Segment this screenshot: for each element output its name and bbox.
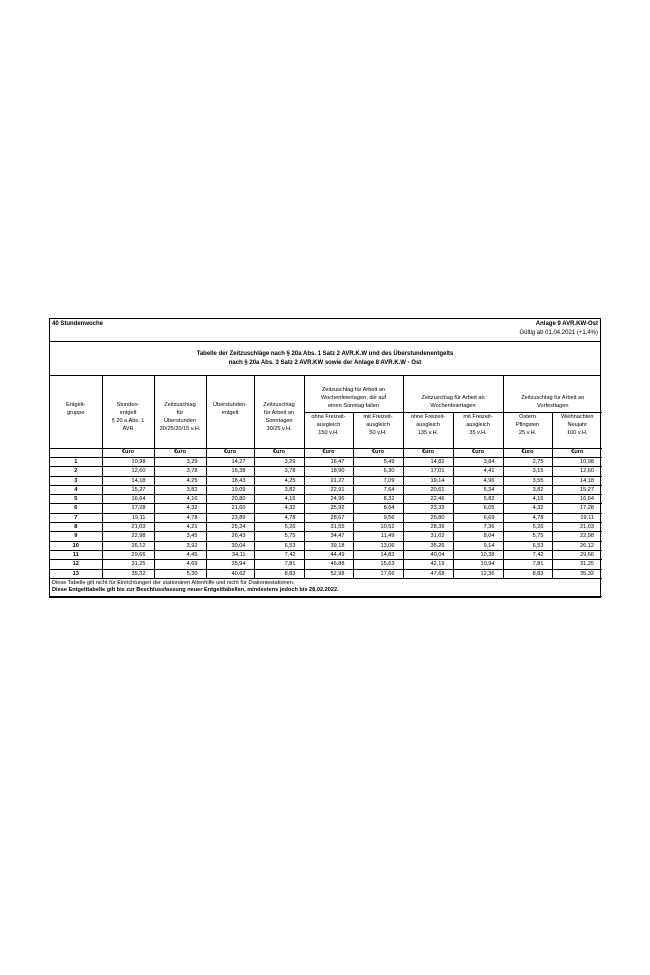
value-cell: 5,30 [154,569,206,578]
value-cell: 3,78 [154,467,206,476]
value-cell: 7,42 [254,550,304,559]
col-group-wochenfeiertag [403,376,503,413]
header-text-line: entgelt [221,409,239,416]
value-cell: 15,63 [353,560,403,569]
header-text-line: ausgleich [416,421,440,428]
value-cell: 22,98 [102,532,154,541]
header-text-line: Entgelt- [66,402,86,408]
col-subheader [552,413,602,449]
value-cell: 31,25 [102,560,154,569]
header-text-line: ausgleich [366,421,390,428]
entgeltgruppe-cell: 9 [50,532,102,541]
col-group-wochenfeiertag-sonntag [304,376,403,413]
col-header-zuschlag-ueberstunden [154,376,206,449]
value-cell: 52,98 [304,569,353,578]
value-cell: 30,04 [206,541,254,550]
header-text-line: Zeitzuschlag für Arbeit an [321,387,386,394]
header-text-line: Vorfesttagen [537,403,569,410]
value-cell: 2,75 [503,458,552,467]
value-cell: 40,62 [206,569,254,578]
header-text-line: Zeitzuschlag für Arbeit an [421,395,485,402]
value-cell: 28,67 [304,513,353,522]
value-cell: 5,75 [254,532,304,541]
value-cell: 35,94 [206,560,254,569]
value-cell: 3,29 [154,458,206,467]
value-cell: 26,12 [552,541,602,550]
header-text-line: 100 v.H. [567,429,588,436]
col-subheader [403,413,453,449]
col-header-stundenentgelt [102,376,154,449]
value-cell: 10,38 [453,550,503,559]
value-cell: 6,69 [453,513,503,522]
value-cell: 4,16 [503,495,552,504]
unit-cell: €uro [102,449,154,458]
header-text-line: mit Freizeit- [463,414,493,420]
value-cell: 34,11 [206,550,254,559]
value-cell: 17,66 [353,569,403,578]
table-row [50,569,602,578]
table-title-line: nach § 20a Abs. 3 Satz 2 AVR.KW sowie der Anlage 8 AVR.K.W - Ost [228,360,422,366]
value-cell: 10,94 [453,560,503,569]
table-row [50,513,602,522]
header-text-line: § 20 a Abs. 1 [111,417,145,424]
value-cell: 47,68 [403,569,453,578]
value-cell: 44,49 [304,550,353,559]
footer-cell [50,578,602,596]
table-row [50,458,602,467]
value-cell: 14,18 [102,476,154,485]
header-text-line: 25 v.H. [518,429,537,436]
entgeltgruppe-cell: 1 [50,458,102,467]
header-text-line: ausgleich [316,421,341,428]
value-cell: 25,80 [403,513,453,522]
value-cell: 22,91 [304,485,353,494]
header-text-line: für [176,409,184,416]
value-cell: 4,25 [254,476,304,485]
table-row [50,532,602,541]
value-cell: 31,55 [304,523,353,532]
table-row [50,476,602,485]
value-cell: 35,26 [403,541,453,550]
annex-label: Anlage 9 AVR.KW-Ost [535,321,598,327]
value-cell: 29,66 [552,550,602,559]
data-rows [50,458,602,579]
value-cell: 22,98 [552,532,602,541]
value-cell: 26,12 [102,541,154,550]
header-text-line: gruppe [67,409,85,416]
unit-cell: €uro [304,449,353,458]
value-cell: 31,02 [403,532,453,541]
entgeltgruppe-cell: 4 [50,485,102,494]
table-row [50,485,602,494]
header-text-line: 50 v.H. [369,429,387,436]
header-text-line: ohne Freizeit- [311,414,346,420]
value-cell: 5,82 [453,495,503,504]
value-cell: 7,36 [453,523,503,532]
value-cell: 5,26 [254,523,304,532]
header-text-line: Ostern [519,414,536,420]
entgeltgruppe-cell: 8 [50,523,102,532]
value-cell: 14,27 [206,458,254,467]
value-cell: 29,66 [102,550,154,559]
value-cell: 4,32 [254,504,304,513]
value-cell: 3,92 [154,541,206,550]
value-cell: 25,24 [206,523,254,532]
value-cell: 21,60 [206,504,254,513]
value-cell: 12,36 [453,569,503,578]
table-row [50,560,602,569]
col-subheader [353,413,403,449]
header-text-line: 35 v.H. [469,429,487,436]
header-text-line: Zeitzuschlag [164,402,196,408]
value-cell: 17,28 [552,504,602,513]
table-row [50,504,602,513]
value-cell: 3,45 [154,532,206,541]
header-text-line: Überstunden [163,417,197,424]
value-cell: 26,43 [206,532,254,541]
header-text-line: Stunden- [116,402,140,408]
value-cell: 4,45 [154,550,206,559]
value-cell: 4,78 [154,513,206,522]
header-text-line: ohne Freizeit- [410,414,446,420]
value-cell: 10,98 [102,458,154,467]
header-text-line: mit Freizeit- [363,414,393,420]
header-text-line: Wochenfeiertagen [430,403,476,410]
unit-row [50,449,602,458]
footer-row [50,578,602,596]
table-row [50,541,602,550]
table-row [50,467,602,476]
entgeltgruppe-cell: 12 [50,560,102,569]
value-cell: 4,16 [154,495,206,504]
value-cell: 14,82 [403,458,453,467]
value-cell: 4,41 [453,467,503,476]
value-cell: 46,88 [304,560,353,569]
value-cell: 20,61 [403,485,453,494]
entgeltgruppe-cell: 10 [50,541,102,550]
entgeltgruppe-cell: 2 [50,467,102,476]
header-text-line: Zeitzuschlag für Arbeit an [521,395,585,402]
value-cell: 7,81 [503,560,552,569]
value-cell: 20,80 [206,495,254,504]
value-cell: 21,27 [304,476,353,485]
value-cell: 17,28 [102,504,154,513]
footer-note: Diese Tabelle gilt nicht für Einrichtungen der stationären Altenhilfe und nicht für Diakoniestationen. [52,579,295,586]
value-cell: 15,27 [102,485,154,494]
unit-cell: €uro [453,449,503,458]
value-cell: 40,04 [403,550,453,559]
value-cell: 7,64 [353,485,403,494]
header-text-line: Zeitzuschlag [263,402,295,408]
value-cell: 35,32 [552,569,602,578]
entgeltgruppe-cell: 6 [50,504,102,513]
value-cell: 3,82 [254,485,304,494]
value-cell: 7,42 [503,550,552,559]
value-cell: 16,38 [206,467,254,476]
header-text-line: 150 v.H. [318,429,339,436]
value-cell: 4,21 [154,523,206,532]
value-cell: 3,15 [503,467,552,476]
col-subheader [503,413,552,449]
value-cell: 19,11 [102,513,154,522]
value-cell: 4,69 [154,560,206,569]
value-cell: 7,09 [353,476,403,485]
header-text-line: entgelt [119,409,137,416]
value-cell: 4,78 [503,513,552,522]
value-cell: 25,92 [304,504,353,513]
value-cell: 6,05 [453,504,503,513]
header-text-line: Neujahr [567,421,588,428]
value-cell: 5,34 [453,485,503,494]
value-cell: 10,98 [552,458,602,467]
header-text-line: einen Sonntag fallen [328,403,380,410]
value-cell: 9,14 [453,541,503,550]
header-text-line: Überstunden- [213,402,247,408]
unit-cell: €uro [154,449,206,458]
table-title [50,342,600,376]
header-text-line: ausgleich [466,421,490,428]
footer-validity: Diese Entgelttabelle gilt bis zur Beschlussfassung neuer Entgelttabellen, mindestens jedoch bis 28.02.2022. [52,587,339,594]
value-cell: 4,32 [154,504,206,513]
header-text-line: 135 v.H. [417,429,439,436]
surcharge-table [50,376,602,597]
value-cell: 39,18 [304,541,353,550]
salary-table-document [49,318,601,598]
value-cell: 42,19 [403,560,453,569]
col-header-sonntag [254,376,304,449]
header-text-line: 30/25/20/15 v.H. [159,425,201,432]
value-cell: 8,04 [453,532,503,541]
value-cell: 14,83 [353,550,403,559]
value-cell: 6,53 [254,541,304,550]
value-cell: 18,43 [206,476,254,485]
header-row [50,376,602,413]
header-text-line: Pfingsten [515,421,540,428]
value-cell: 19,14 [403,476,453,485]
entgeltgruppe-cell: 5 [50,495,102,504]
value-cell: 16,47 [304,458,353,467]
value-cell: 19,11 [552,513,602,522]
value-cell: 6,30 [353,467,403,476]
entgeltgruppe-cell: 3 [50,476,102,485]
value-cell: 4,16 [254,495,304,504]
value-cell: 34,47 [304,532,353,541]
header-text-line: Wochenfeiertagen, die auf [320,395,387,402]
col-header-ueberstundenentgelt [206,376,254,449]
unit-cell-empty [50,449,102,458]
header-text-line: AVR [122,425,134,432]
value-cell: 16,64 [102,495,154,504]
value-cell: 18,90 [304,467,353,476]
unit-cell: €uro [403,449,453,458]
value-cell: 4,32 [503,504,552,513]
value-cell: 11,49 [353,532,403,541]
value-cell: 17,01 [403,467,453,476]
value-cell: 3,55 [503,476,552,485]
value-cell: 6,53 [503,541,552,550]
week-hours-label: 40 Stundenwoche [52,321,104,327]
entgeltgruppe-cell: 11 [50,550,102,559]
value-cell: 4,25 [154,476,206,485]
header-text-line: für Arbeit an [263,409,295,416]
value-cell: 12,60 [102,467,154,476]
value-cell: 21,03 [552,523,602,532]
entgeltgruppe-cell: 7 [50,513,102,522]
value-cell: 8,64 [353,504,403,513]
value-cell: 12,60 [552,467,602,476]
value-cell: 21,03 [102,523,154,532]
value-cell: 4,78 [254,513,304,522]
value-cell: 23,89 [206,513,254,522]
value-cell: 3,82 [503,485,552,494]
document-header [50,319,600,342]
col-header-gruppe [50,376,102,449]
value-cell: 10,52 [353,523,403,532]
value-cell: 5,75 [503,532,552,541]
table-row [50,550,602,559]
col-subheader [304,413,353,449]
unit-cell: €uro [503,449,552,458]
value-cell: 5,26 [503,523,552,532]
value-cell: 24,96 [304,495,353,504]
value-cell: 8,83 [503,569,552,578]
value-cell: 28,39 [403,523,453,532]
table-title-line: Tabelle der Zeitzuschläge nach § 20a Abs. 1 Satz 2 AVR.K.W und des Überstundenentgelts [196,351,454,357]
header-text-line: 30/25 v.H. [266,425,292,432]
unit-cell: €uro [206,449,254,458]
validity-date-label: Gültig ab 01.04.2021 (+1,4%) [519,330,598,336]
value-cell: 31,25 [552,560,602,569]
value-cell: 3,29 [254,458,304,467]
value-cell: 16,64 [552,495,602,504]
value-cell: 22,46 [403,495,453,504]
col-group-vorfesttage [503,376,602,413]
value-cell: 3,82 [154,485,206,494]
value-cell: 14,18 [552,476,602,485]
value-cell: 9,56 [353,513,403,522]
header-text-line: Sonntagen [265,417,293,424]
value-cell: 7,81 [254,560,304,569]
value-cell: 15,27 [552,485,602,494]
table-row [50,495,602,504]
value-cell: 3,84 [453,458,503,467]
unit-cell: €uro [353,449,403,458]
unit-cell: €uro [552,449,602,458]
value-cell: 3,78 [254,467,304,476]
col-subheader [453,413,503,449]
value-cell: 8,83 [254,569,304,578]
value-cell: 23,33 [403,504,453,513]
value-cell: 19,09 [206,485,254,494]
value-cell: 35,32 [102,569,154,578]
unit-cell: €uro [254,449,304,458]
value-cell: 13,06 [353,541,403,550]
header-text-line: Weihnachten [560,414,594,420]
value-cell: 5,49 [353,458,403,467]
entgeltgruppe-cell: 13 [50,569,102,578]
value-cell: 4,96 [453,476,503,485]
table-row [50,523,602,532]
value-cell: 8,32 [353,495,403,504]
